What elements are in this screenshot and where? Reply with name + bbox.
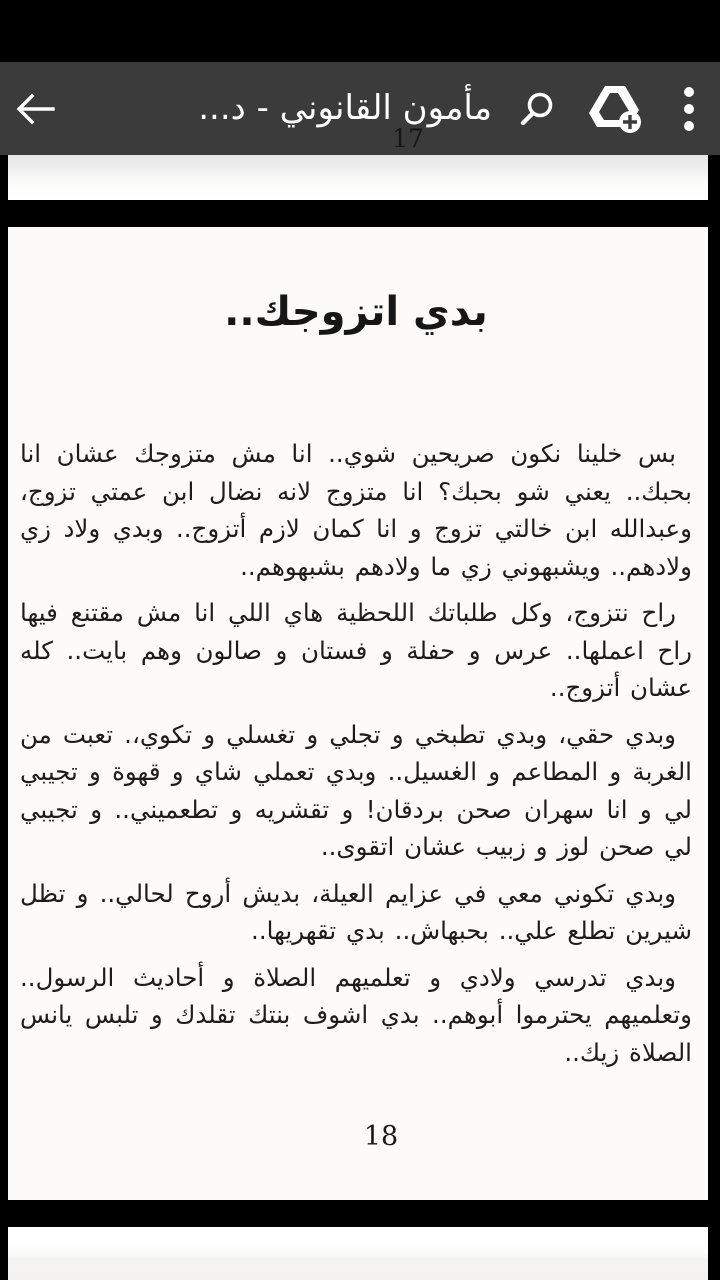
search-icon xyxy=(518,90,556,128)
prev-page-number: 17 xyxy=(392,124,424,153)
body-text xyxy=(20,435,692,1071)
arrow-left-icon xyxy=(15,92,55,126)
chapter-title: بدي اتزوجك.. xyxy=(224,289,488,335)
paragraph: وبدي تدرسي ولادي و تعلميهم الصلاة و أحاديث الرسول.. وتعلميهم يحترموا أبوهم.. بدي اشوف بنتك تقلدك و تلبس يانس الصلاة زيك.. xyxy=(20,962,692,1067)
paragraph: راح نتزوج، وكل طلباتك اللحظية هاي اللي انا مش مقتنع فيها راح اعملها.. عرس و حفلة و فستان و صالون وهم بايت.. كله عشان أتزوج.. xyxy=(20,598,692,702)
paragraph: وبدي تكوني معي في عزايم العيلة، بديش أروح لحالي.. و تظل شيرين تطلع علي.. بحبهاش.. بدي تقهريها.. xyxy=(20,878,692,945)
current-page-number: 18 xyxy=(363,1121,399,1152)
page-18[interactable] xyxy=(8,227,708,1200)
document-title: مأمون القانوني - د... xyxy=(198,88,492,128)
paragraph: بس خلينا نكون صريحين شوي.. انا مش متزوجك عشان انا بحبك.. يعني شو بحبك؟ انا متزوج لانه نضال ابن عمتي تزوج، وعبدالله ابن خالتي تزوج و انا كمان لازم أتزوج.. وبدي ولاد زي ولادهم.. ويشبهوني زي ما ولادهم بشبهوهم.. xyxy=(20,439,692,581)
three-dots-vertical-icon xyxy=(682,86,696,132)
add-to-drive-button[interactable] xyxy=(572,62,658,155)
app-toolbar xyxy=(0,62,720,155)
page-17-bottom-sliver[interactable] xyxy=(8,155,708,200)
search-button[interactable] xyxy=(502,62,572,155)
overflow-menu-button[interactable] xyxy=(658,62,720,155)
add-to-drive-icon xyxy=(587,84,643,134)
back-button[interactable] xyxy=(0,62,70,155)
page-19-top-sliver[interactable] xyxy=(8,1227,708,1280)
page-18-content xyxy=(8,227,708,1200)
paragraph: وبدي حقي، وبدي تطبخي و تجلي و تغسلي و تكوي،. تعبت من الغربة و المطاعم و الغسيل.. وبدي تعملي شاي و قهوة و تجيبي لي و انا سهران صحن بردقان! و تقشريه و تطعميني.. و تجيبي لي صحن لوز و زبيب عشان اتقوى.. xyxy=(20,719,692,861)
